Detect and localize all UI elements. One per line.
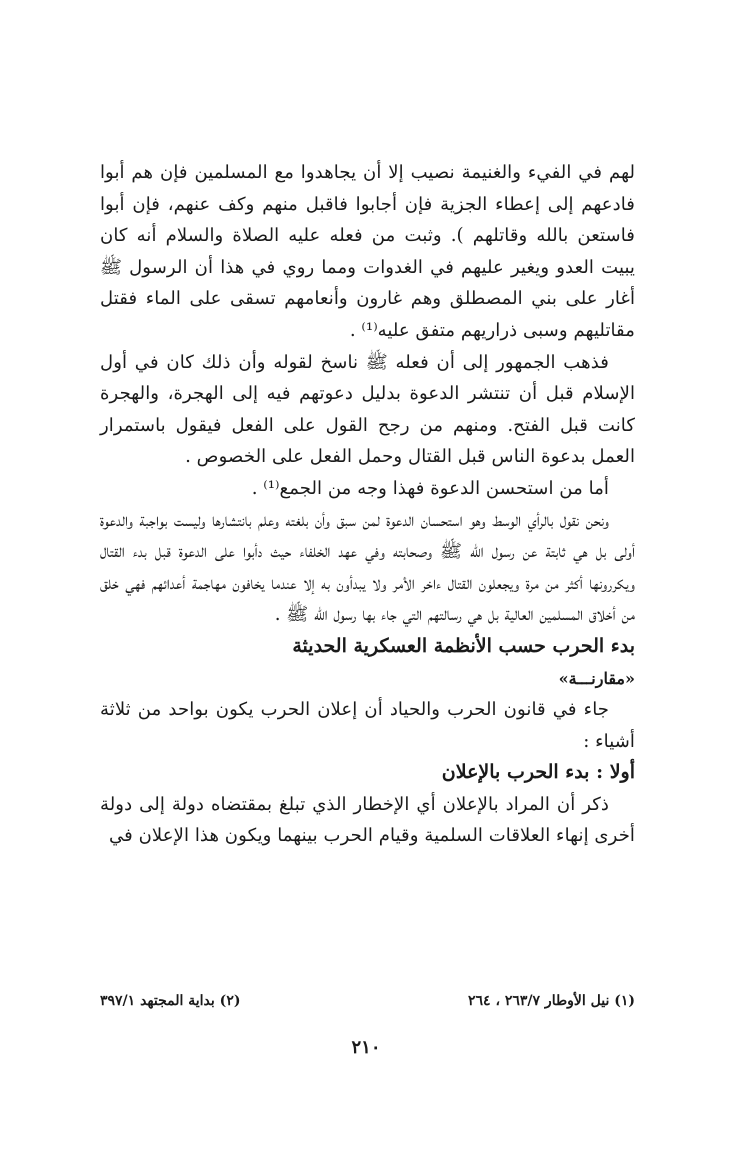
body-text: [100, 157, 635, 852]
text-line: فذهب الجمهور إلى أن فعله ﷺ ناسخ لقوله وأن ذلك كان في أول: [100, 351, 609, 373]
text-line: جاء في قانون الحرب والحياد أن إعلان الحرب يكون بواحد من ثلاثة: [100, 699, 609, 721]
text-line: وعلم بانتشارها وليست بواجبة والدعوة أولى بل هي ثابتة عن رسول الله: [100, 509, 635, 563]
text-line: أشياء :: [583, 730, 635, 752]
footnote-2: (٢) بداية المجتهد ٣٩٧/١: [100, 993, 241, 1009]
paragraph: [100, 347, 635, 473]
numbered-heading: أولا : بدء الحرب بالإعلان: [441, 761, 635, 784]
page-number: ٢١٠: [351, 1037, 381, 1058]
text-line: فادعهم إلى إعطاء الجزية فإن أجابوا فاقبل منهم وكف عنهم، فإن أبوا: [100, 193, 635, 215]
footnote-1: (١) نيل الأوطار ٢٦٣/٧ ، ٢٦٤: [468, 993, 635, 1009]
text-line: قبل الفتح. ومنهم من رجح القول على الفعل فيقول باستمرار العمل بدعوة: [100, 414, 635, 468]
paragraph: [100, 694, 635, 757]
text-line: بني المصطلق وهم غارون وأنعامهم تسقى على الماء فقتل مقاتليهم وسبى: [100, 288, 635, 341]
text-line: ﷺ وصحابته وفي عهد الخلفاء حيث دأبوا على الدعوة قبل بدء القتال: [100, 541, 463, 563]
paragraph: [100, 473, 635, 505]
text-line: أخرى إنهاء العلاقات السلمية وقيام الحرب بينهما ويكون هذا الإعلان في: [108, 825, 635, 847]
section-subheading: «مقارنـــة»: [558, 668, 635, 688]
text-line: الإسلام قبل أن تنتشر الدعوة بدليل دعوتهم فيه إلى الهجرة، والهجرة كانت: [100, 383, 635, 436]
text-line: رسالتهم التي جاء بها رسول الله ﷺ .: [274, 604, 462, 626]
text-line: ذراريهم متفق عليه⁽¹⁾ .: [349, 319, 518, 341]
section-heading: بدء الحرب حسب الأنظمة العسكرية الحديثة: [292, 634, 635, 657]
paragraph: [100, 157, 635, 347]
footnotes: [100, 993, 635, 1009]
paragraph: [100, 789, 635, 852]
text-line: ذكر أن المراد بالإعلان أي الإخطار الذي تبلغ بمقتضاه دولة إلى دولة: [100, 793, 609, 815]
text-line: يخافون مهاجمة أعدائهم فهي خلق من أخلاق المسلمين العالية بل هي: [100, 572, 635, 626]
text-line: أما من استحسن الدعوة فهذا وجه من الجمع⁽¹⁾ .: [251, 477, 609, 499]
text-line: فاستعن بالله وقاتلهم ). وثبت من فعله عليه الصلاة والسلام أنه كان يبيت: [100, 225, 635, 278]
text-line: لهم في الفيء والغنيمة نصيب إلا أن يجاهدوا مع المسلمين فإن هم أبوا: [100, 162, 635, 183]
text-line: الناس قبل القتال وحمل الفعل على الخصوص .: [185, 446, 536, 468]
text-line: العدو ويغير عليهم في الغدوات ومما روي في هذا أن الرسول ﷺ أغار على: [100, 256, 635, 310]
text-line: ونحن نقول بالرأي الوسط وهو استحسان الدعوة لمن سبق وأن بلغته: [285, 509, 609, 531]
text-line: ويكررونها أكثر من مرة ويجعلون القتال ءاخر الأمر ولا يبدأون به إلا عندما: [271, 572, 635, 594]
paragraph: [100, 505, 635, 631]
